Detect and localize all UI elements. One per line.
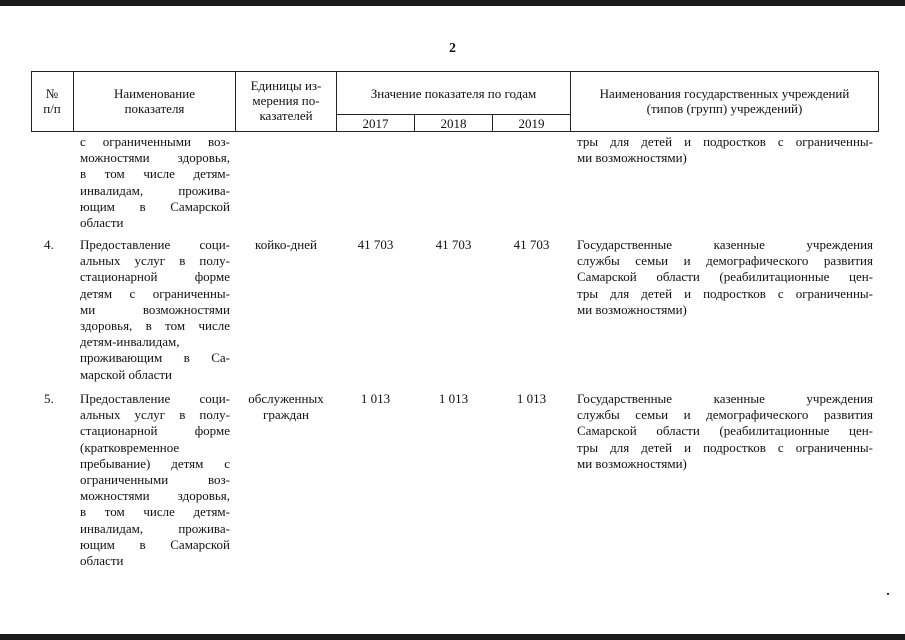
institution-name xyxy=(577,134,873,166)
name-line: Предоставление соци- xyxy=(80,237,230,252)
name-line: проживающим в Са- xyxy=(80,350,230,366)
scan-border-bottom xyxy=(0,634,905,640)
header-year-2019: 2019 xyxy=(518,116,545,131)
name-line: стационарной форме xyxy=(80,423,230,439)
unit-name xyxy=(236,391,336,423)
value-2018: 1 013 xyxy=(438,391,469,406)
header-units: Единицы из- мерения по- казателей xyxy=(250,78,322,123)
name-line: можностями здоровья, xyxy=(80,488,230,504)
indicator-name xyxy=(80,237,230,383)
name-line: ми возможностями xyxy=(80,301,230,317)
row-number: 5. xyxy=(44,391,54,406)
unit-name xyxy=(236,237,336,253)
name-line: в том числе детям- xyxy=(80,166,230,182)
indicator-name xyxy=(80,134,230,231)
grid-line-top xyxy=(31,71,879,72)
name-line: ющим в Самарской xyxy=(80,198,230,214)
scan-speck xyxy=(887,593,889,595)
value-2019: 1 013 xyxy=(516,391,547,406)
name-line: ющим в Самарской xyxy=(80,536,230,552)
header-indicator-name: Наименование показателя xyxy=(114,86,195,116)
grid-line-years xyxy=(336,114,570,115)
institution-line: Самарской области (реабилитационные цен- xyxy=(577,423,873,439)
scan-border-top xyxy=(0,0,905,6)
institution-line: Самарской области (реабилитационные цен- xyxy=(577,269,873,285)
page-number: 2 xyxy=(449,41,456,56)
row-number: 4. xyxy=(44,237,54,252)
value-2019: 41 703 xyxy=(513,237,550,252)
name-line: детям-инвалидам, xyxy=(80,334,180,350)
header-institutions: Наименования государственных учреждений (типов (групп) учреждений) xyxy=(599,86,850,116)
institution-line: службы семьи и демографического развития xyxy=(577,253,873,269)
institution-line: ми возможностями) xyxy=(577,455,687,471)
institution-line: тры для детей и подростков с ограниченны- xyxy=(577,439,873,455)
grid-line-right xyxy=(878,71,879,132)
name-line: можностями здоровья, xyxy=(80,150,230,166)
name-line: области xyxy=(80,553,124,569)
name-line: альных услуг в полу- xyxy=(80,253,230,269)
name-line: здоровья, в том числе xyxy=(80,318,230,334)
name-line: в том числе детям- xyxy=(80,504,230,520)
name-line: марской области xyxy=(80,366,172,382)
header-values-by-year: Значение показателя по годам xyxy=(370,86,537,101)
institution-name xyxy=(577,391,873,472)
header-number: № п/п xyxy=(43,86,61,116)
grid-line-bottom xyxy=(31,131,879,132)
institution-line: Государственные казенные учреждения xyxy=(577,237,873,252)
unit-line: обслуженных xyxy=(248,391,324,406)
institution-line: Государственные казенные учреждения xyxy=(577,391,873,406)
unit-line: койко-дней xyxy=(255,237,317,252)
value-2017: 41 703 xyxy=(357,237,394,252)
institution-line: ми возможностями) xyxy=(577,301,687,317)
name-line: инвалидам, прожива- xyxy=(80,182,230,198)
institution-name xyxy=(577,237,873,318)
name-line: альных услуг в полу- xyxy=(80,407,230,423)
name-line: инвалидам, прожива- xyxy=(80,520,230,536)
indicator-name xyxy=(80,391,230,569)
institution-line: тры для детей и подростков с ограниченны- xyxy=(577,134,873,149)
value-2017: 1 013 xyxy=(360,391,391,406)
institution-line: службы семьи и демографического развития xyxy=(577,407,873,423)
value-2018: 41 703 xyxy=(435,237,472,252)
header-year-2017: 2017 xyxy=(362,116,389,131)
name-line: пребывание) детям с xyxy=(80,455,230,471)
header-year-2018: 2018 xyxy=(440,116,467,131)
institution-line: ми возможностями) xyxy=(577,150,687,166)
institution-line: тры для детей и подростков с ограниченны- xyxy=(577,285,873,301)
name-line: стационарной форме xyxy=(80,269,230,285)
name-line: области xyxy=(80,215,124,231)
name-line: детям с ограниченны- xyxy=(80,285,230,301)
name-line: (кратковременное xyxy=(80,439,180,455)
name-line: ограниченными воз- xyxy=(80,472,230,488)
name-line: с ограниченными воз- xyxy=(80,134,230,149)
unit-line: граждан xyxy=(263,407,309,423)
name-line: Предоставление соци- xyxy=(80,391,230,406)
